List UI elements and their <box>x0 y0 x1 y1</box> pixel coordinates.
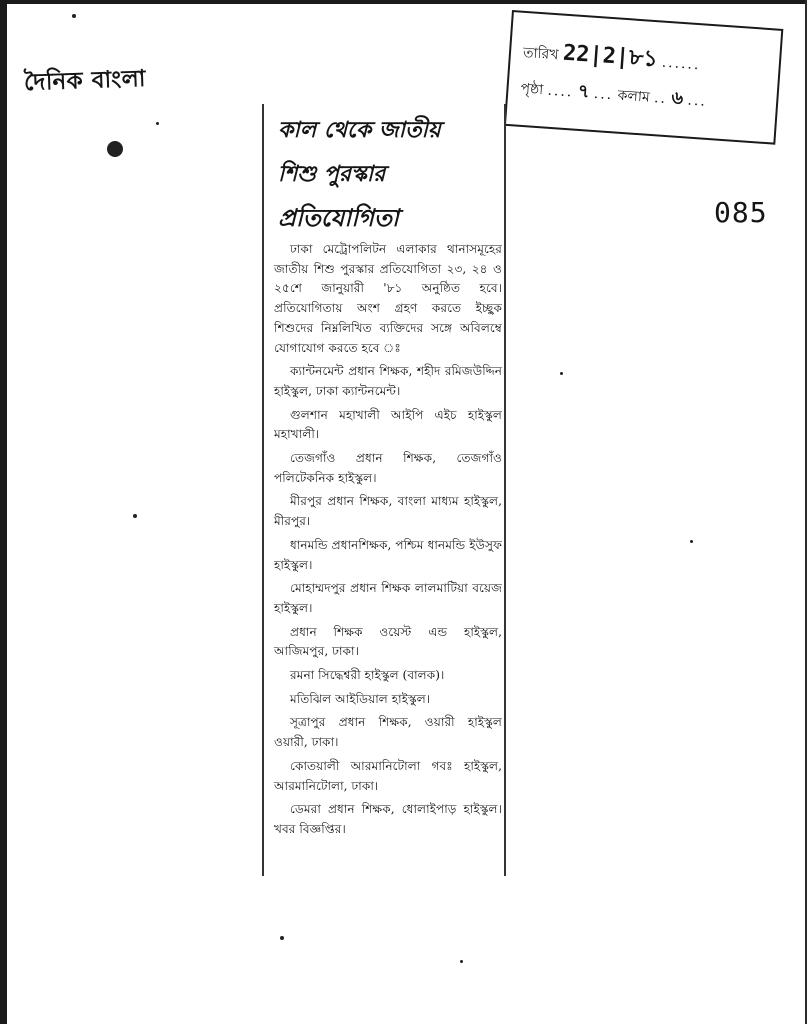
headline-line: কাল থেকে জাতীয় <box>278 117 441 143</box>
stamp-page-value: ৭ <box>577 80 591 103</box>
page-code: 085 <box>714 196 768 229</box>
article-paragraph: ডেমরা প্রধান শিক্ষক, ধোলাইপাড় হাইস্কুল। খবর বিজ্ঞপ্তির। <box>274 802 502 836</box>
stamp-date-label: তারিখ <box>522 44 559 64</box>
ink-speck <box>560 372 563 375</box>
newspaper-name: দৈনিক বাংলা <box>23 64 147 97</box>
ink-speck <box>72 14 76 18</box>
article-paragraph: রমনা সিদ্ধেশ্বরী হাইস্কুল (বালক)। <box>290 668 445 683</box>
ink-speck <box>460 960 463 963</box>
stamp-page-label: পৃষ্ঠা <box>519 80 544 99</box>
article-paragraph: মতিঝিল আইডিয়াল হাইস্কুল। <box>290 691 431 706</box>
ink-speck <box>690 540 693 543</box>
ink-speck <box>280 936 284 940</box>
article-body <box>274 240 502 844</box>
ink-speck <box>133 514 137 518</box>
stamp-dotted-line: ... <box>593 85 614 104</box>
article-paragraph: প্রধান শিক্ষক ওয়েস্ট এন্ড হাইস্কুল, আজিমপুর, ঢাকা। <box>274 624 502 659</box>
article-paragraph: ক্যান্টনমেন্ট প্রধান শিক্ষক, শহীদ রমিজউদ্দিন হাইস্কুল, ঢাকা ক্যান্টনমেন্ট। <box>274 364 502 398</box>
article-paragraph: মোহাম্মদপুর প্রধান শিক্ষক লালমাটিয়া বয়েজ হাইস্কুল। <box>274 581 502 615</box>
punch-hole <box>107 141 123 157</box>
article-paragraph: গুলশান মহাখালী আইপি এইচ হাইস্কুল মহাখালী। <box>274 407 502 442</box>
article-paragraph: তেজগাঁও প্রধান শিক্ষক, তেজগাঁও পলিটেকনিক হাইস্কুল। <box>274 451 502 485</box>
article-paragraph: ধানমন্ডি প্রধানশিক্ষক, পশ্চিম ধানমন্ডি ইউসুফ হাইস্কুল। <box>274 537 502 572</box>
stamp-dotted-line: .... <box>547 82 574 101</box>
stamp-column-label: কলাম <box>617 87 651 106</box>
stamp-date-value: 22|2|৮১ <box>562 40 659 73</box>
headline <box>278 108 498 240</box>
date-stamp <box>504 10 783 145</box>
ink-speck <box>156 122 159 125</box>
stamp-dotted-line: ...... <box>661 54 702 74</box>
headline-line: শিশু পুরস্কার <box>278 161 386 187</box>
scan-edge-top <box>0 0 807 4</box>
article-paragraph: কোতয়ালী আরমানিটোলা গবঃ হাইস্কুল, আরমানিটোলা, ঢাকা। <box>274 758 502 793</box>
headline-line: প্রতিযোগিতা <box>278 203 399 232</box>
stamp-dotted-line: .. <box>653 90 668 108</box>
stamp-dotted-line: ... <box>686 92 708 110</box>
article-paragraph: মীরপুর প্রধান শিক্ষক, বাংলা মাধ্যম হাইস্কুল, মীরপুর। <box>274 494 502 529</box>
stamp-column-value: ৬ <box>670 87 684 110</box>
article-paragraph: ঢাকা মেট্রোপলিটন এলাকার থানাসমূহের জাতীয় শিশু পুরস্কার প্রতিযোগিতা ২৩, ২৪ ও ২৫শে জানুয়ারী '৮১ অনুষ্ঠিত হবে। প্রতিযোগিতায় অংশ গ্রহণ করতে ইচ্ছুক শিশুদের নিম্নলিখিত ব্যক্তিদের সঙ্গে অবিলম্বে যোগাযোগ করতে হবে ঃ <box>274 242 502 355</box>
scan-edge-left <box>0 0 7 1024</box>
article-paragraph: সূত্রাপুর প্রধান শিক্ষক, ওয়ারী হাইস্কুল ওয়ারী, ঢাকা। <box>274 715 502 750</box>
